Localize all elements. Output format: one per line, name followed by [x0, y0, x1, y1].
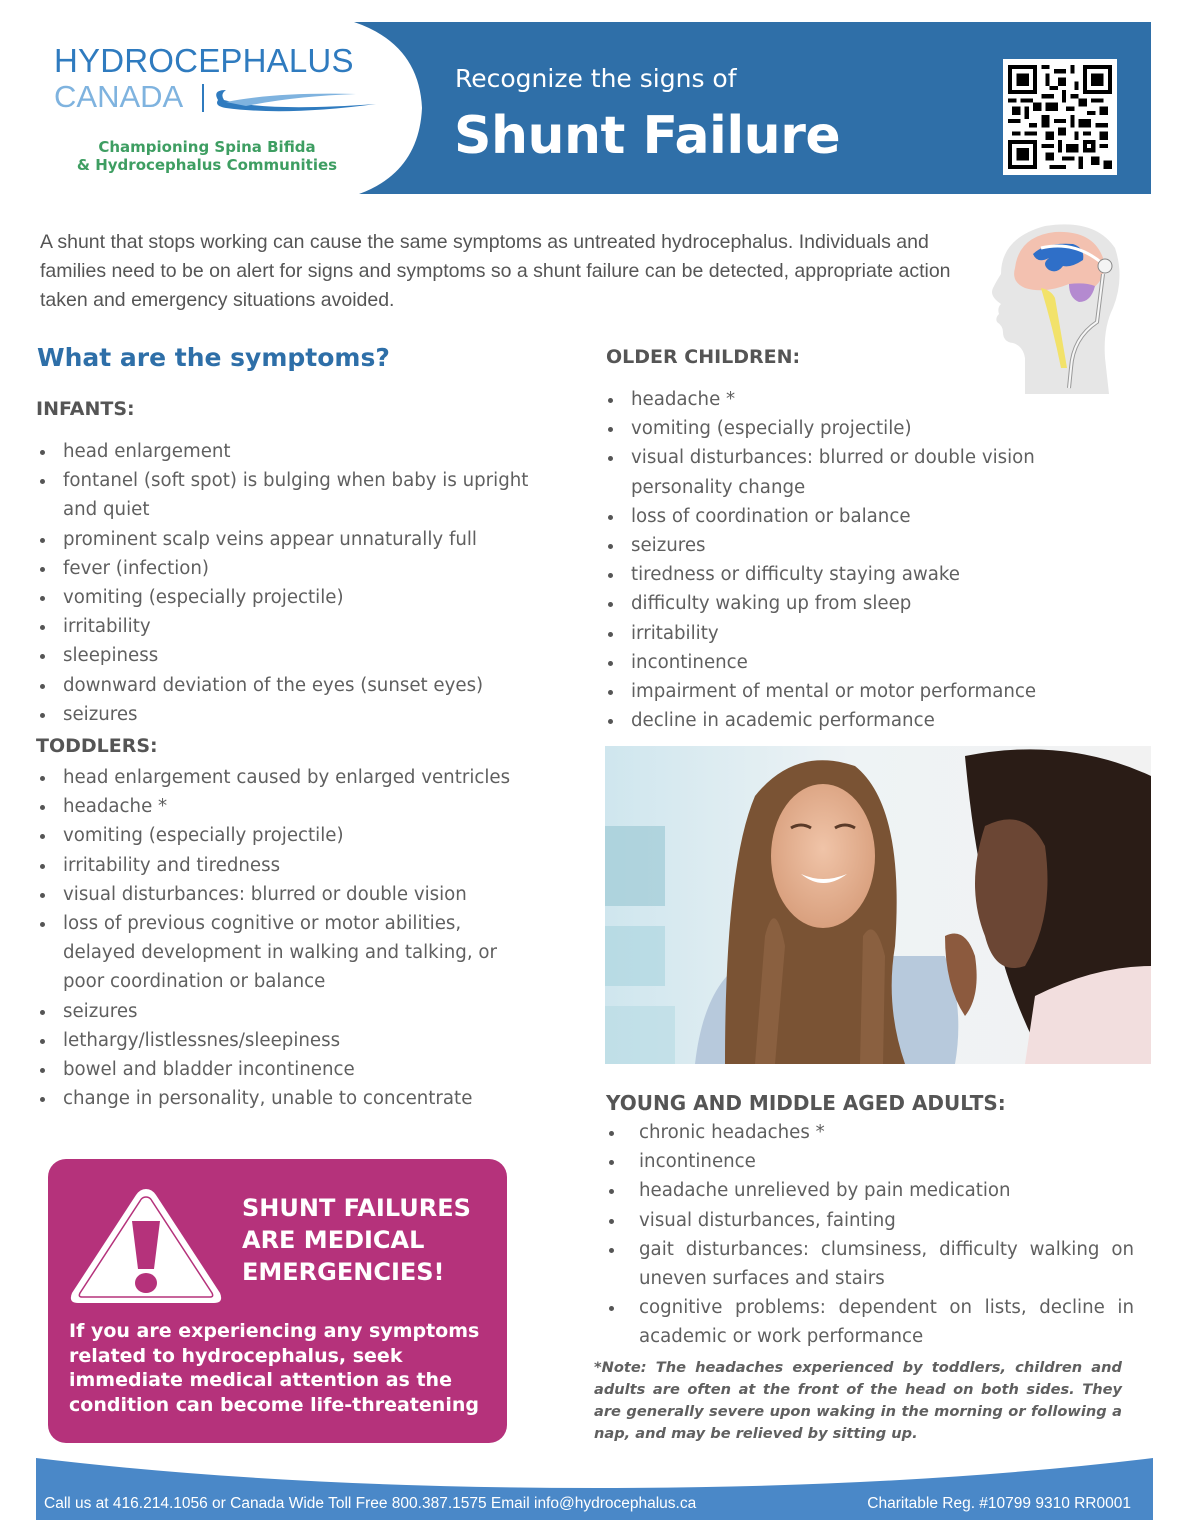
intro-paragraph: A shunt that stops working can cause the same symptoms as untreated hydrocephalus. Individuals and families need to be on alert for signs and symptoms so a shunt failure can be detected, appropriate action taken and emergency situations avoided.	[40, 231, 951, 311]
list-item: bowel and bladder incontinence	[36, 1055, 531, 1084]
adults-symptom-list	[604, 1118, 1134, 1352]
alert-title-line1: SHUNT FAILURES	[242, 1194, 471, 1222]
list-item: decline in academic performance	[604, 706, 1064, 735]
older-children-heading: OLDER CHILDREN:	[606, 346, 801, 368]
footer-contact-bar	[36, 1458, 1153, 1520]
infants-heading: INFANTS:	[36, 398, 135, 420]
symptoms-heading: What are the symptoms?	[37, 343, 390, 372]
list-item: seizures	[36, 700, 556, 729]
toddlers-heading: TODDLERS:	[36, 735, 158, 757]
list-item: loss of previous cognitive or motor abilities, delayed development in walking and talking, or poor coordination or balance	[36, 909, 531, 997]
list-item: loss of coordination or balance	[604, 502, 1064, 531]
list-item: head enlargement caused by enlarged ventricles	[36, 763, 531, 792]
list-item: fever (infection)	[36, 554, 556, 583]
logo-tagline	[54, 138, 360, 174]
adults-heading: YOUNG AND MIDDLE AGED ADULTS:	[606, 1091, 1006, 1115]
list-item: visual disturbances: blurred or double vision personality change	[604, 443, 1064, 501]
alert-title-line2: ARE MEDICAL	[242, 1226, 425, 1254]
list-item: headache *	[36, 792, 531, 821]
warning-triangle-icon	[66, 1185, 226, 1307]
hydrocephalus-canada-logo[interactable]	[54, 42, 374, 182]
qr-code-icon[interactable]	[1003, 59, 1117, 175]
list-item: vomiting (especially projectile)	[604, 414, 1064, 443]
list-item: head enlargement	[36, 437, 556, 466]
header-banner	[34, 22, 1151, 194]
older-children-symptom-list	[604, 385, 1064, 735]
list-item: vomiting (especially projectile)	[36, 583, 556, 612]
list-item: chronic headaches *	[604, 1118, 1134, 1147]
page-title: Shunt Failure	[454, 106, 841, 166]
alert-body: If you are experiencing any symptoms related to hydrocephalus, seek immediate medical attention as the condition can become life-threatening	[69, 1320, 480, 1416]
list-item: seizures	[604, 531, 1064, 560]
logo-tagline-line1: Championing Spina Bifida	[98, 138, 316, 156]
wave-icon	[206, 82, 376, 116]
list-item: prominent scalp veins appear unnaturally full	[36, 525, 556, 554]
list-item: downward deviation of the eyes (sunset eyes)	[36, 671, 556, 700]
emergency-alert-box	[48, 1159, 507, 1443]
list-item: visual disturbances, fainting	[604, 1206, 1134, 1235]
photo-two-women-talking	[605, 746, 1151, 1064]
list-item: fontanel (soft spot) is bulging when baby is upright and quiet	[36, 466, 556, 524]
list-item: difficulty waking up from sleep	[604, 589, 1064, 618]
list-item: lethargy/listlessnes/sleepiness	[36, 1026, 531, 1055]
list-item: tiredness or difficulty staying awake	[604, 560, 1064, 589]
list-item: impairment of mental or motor performance	[604, 677, 1064, 706]
headache-note: *Note: The headaches experienced by toddlers, children and adults are often at the front of the head on both sides. They are generally severe upon waking in the morning or following a nap, and may be relieved by sitting up.	[594, 1359, 1122, 1442]
list-item: headache unrelieved by pain medication	[604, 1176, 1134, 1205]
toddlers-symptom-list	[36, 763, 531, 1113]
head-shunt-illustration	[985, 218, 1125, 394]
list-item: cognitive problems: dependent on lists, decline in academic or work performance	[604, 1293, 1134, 1351]
list-item: seizures	[36, 997, 531, 1026]
list-item: vomiting (especially projectile)	[36, 821, 531, 850]
footer-charity-number: Charitable Reg. #10799 9310 RR0001	[867, 1495, 1131, 1512]
list-item: sleepiness	[36, 641, 556, 670]
list-item: irritability	[36, 612, 556, 641]
list-item: irritability	[604, 619, 1064, 648]
list-item: change in personality, unable to concentrate	[36, 1084, 531, 1113]
footer-contact-info[interactable]: Call us at 416.214.1056 or Canada Wide Toll Free 800.387.1575 Email info@hydrocephalus.ca	[44, 1495, 697, 1512]
alert-title-line3: EMERGENCIES!	[242, 1258, 445, 1286]
list-item: irritability and tiredness	[36, 851, 531, 880]
list-item: incontinence	[604, 648, 1064, 677]
logo-wordmark-line2: CANADA	[54, 79, 184, 114]
header-kicker: Recognize the signs of	[455, 64, 737, 93]
list-item: visual disturbances: blurred or double vision	[36, 880, 531, 909]
list-item: incontinence	[604, 1147, 1134, 1176]
logo-divider	[202, 84, 204, 112]
list-item: gait disturbances: clumsiness, difficulty walking on uneven surfaces and stairs	[604, 1235, 1134, 1293]
logo-wordmark-line1: HYDROCEPHALUS	[54, 42, 354, 79]
alert-title	[242, 1192, 471, 1288]
list-item: headache *	[604, 385, 1064, 414]
logo-tagline-line2: & Hydrocephalus Communities	[76, 156, 338, 174]
infants-symptom-list	[36, 437, 556, 729]
